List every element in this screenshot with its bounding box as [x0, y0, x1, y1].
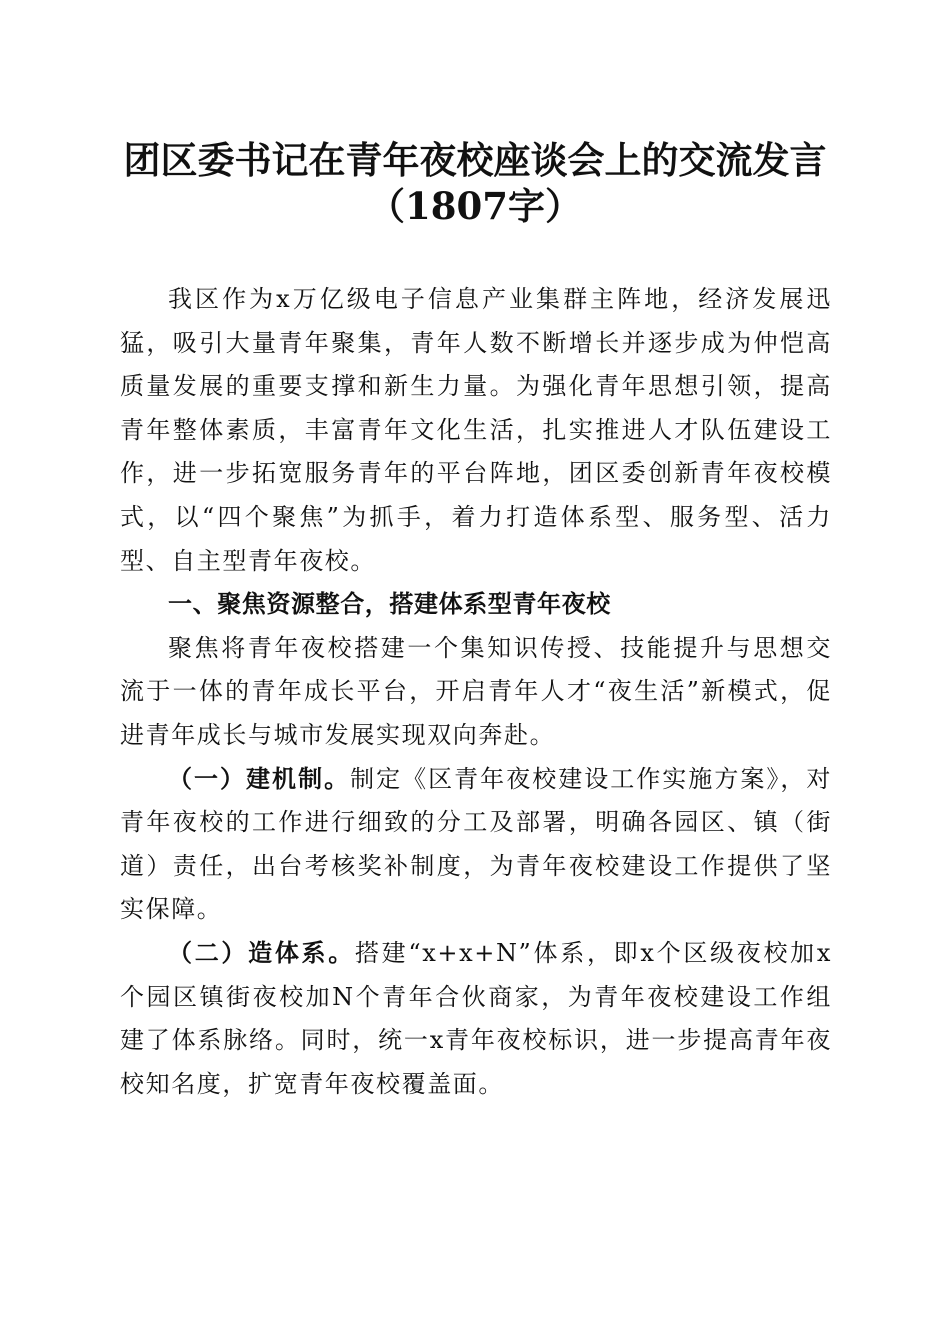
item-paragraph-1 — [120, 758, 832, 932]
item-text-2: 搭建“x+x+N”体系，即x个区级夜校加x个园区镇街夜校加N个青年合伙商家，为青年夜校建设工作组建了体系脉络。同时，统一x青年夜校标识，进一步提高青年夜校知名度，扩宽青年夜校覆盖面。 — [120, 938, 832, 1098]
intro-paragraph: 我区作为x万亿级电子信息产业集群主阵地，经济发展迅猛，吸引大量青年聚集，青年人数不断增长并逐步成为仲恺高质量发展的重要支撑和新生力量。为强化青年思想引领，提高青年整体素质，丰富青年文化生活，扎实推进人才队伍建设工作，进一步拓宽服务青年的平台阵地，团区委创新青年夜校模式，以“四个聚焦”为抓手，着力打造体系型、服务型、活力型、自主型青年夜校。 — [120, 285, 832, 575]
document-title: 团区委书记在青年夜校座谈会上的交流发言 — [123, 138, 827, 182]
section-paragraph-1: 聚焦将青年夜校搭建一个集知识传授、技能提升与思想交流于一体的青年成长平台，开启青年人才“夜生活”新模式，促进青年成长与城市发展实现双向奔赴。 — [120, 633, 832, 749]
item-lead-1: （一）建机制。 — [168, 764, 351, 793]
section-heading-1: 一、聚焦资源整合，搭建体系型青年夜校 — [168, 590, 611, 619]
item-lead-2: （二）造体系。 — [168, 938, 355, 967]
word-count: （1807字） — [368, 184, 582, 228]
document-body — [120, 278, 832, 1106]
item-text-1: 制定《区青年夜校建设工作实施方案》，对青年夜校的工作进行细致的分工及部署，明确各园区、镇（街道）责任，出台考核奖补制度，为青年夜校建设工作提供了坚实保障。 — [120, 764, 832, 924]
item-paragraph-2 — [120, 932, 832, 1106]
